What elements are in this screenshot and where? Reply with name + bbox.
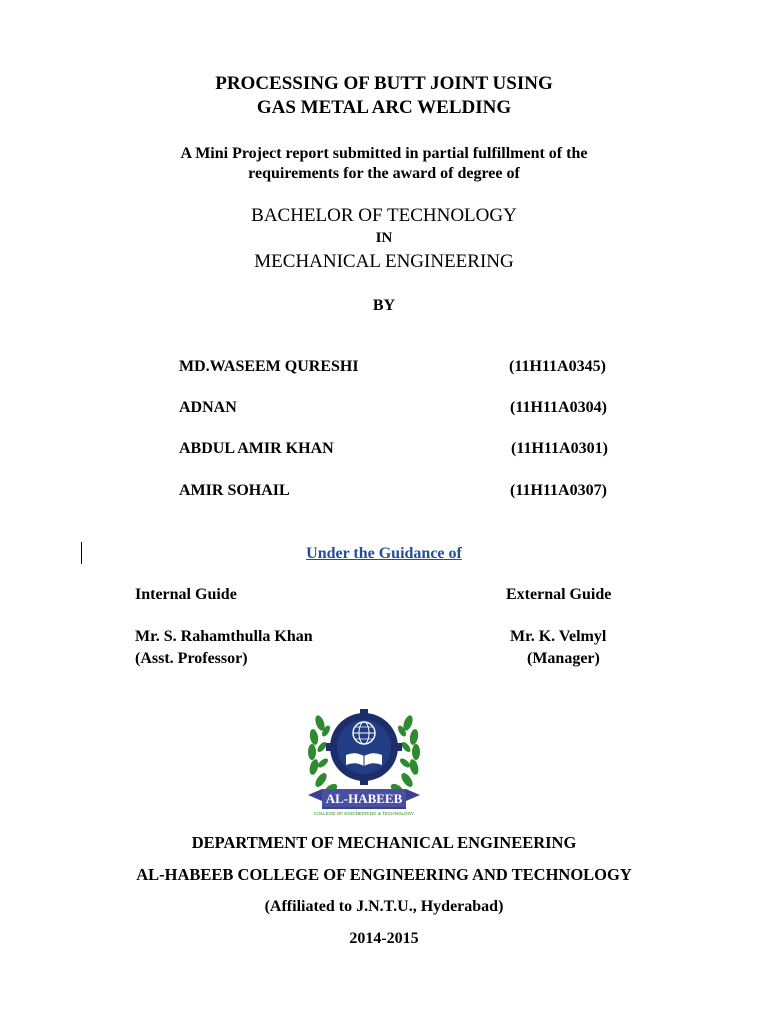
external-guide-name: Mr. K. Velmyl [510,628,607,645]
subtitle-line-2: requirements for the award of degree of [248,165,520,182]
guidance-heading: Under the Guidance of [306,545,462,562]
student-name: AMIR SOHAIL [179,482,290,499]
college-seal-icon [304,703,424,818]
affiliation: (Affiliated to J.N.T.U., Hyderabad) [264,898,504,915]
degree-in: IN [375,230,393,246]
internal-guide-label: Internal Guide [135,586,237,603]
student-name: MD.WASEEM QURESHI [179,358,359,375]
college-name: AL-HABEEB COLLEGE OF ENGINEERING AND TECHNOLOGY [136,865,632,884]
report-subtitle [0,144,768,184]
external-guide-designation: (Manager) [527,650,600,667]
degree-name: BACHELOR OF TECHNOLOGY [251,205,517,226]
title-line-1: PROCESSING OF BUTT JOINT USING [215,73,553,94]
college-logo [304,703,424,818]
student-roll: (11H11A0304) [510,399,607,416]
student-roll: (11H11A0301) [511,440,608,457]
department-name: DEPARTMENT OF MECHANICAL ENGINEERING [191,833,577,852]
branch-name: MECHANICAL ENGINEERING [254,251,514,272]
internal-guide-name: Mr. S. Rahamthulla Khan [135,628,313,645]
student-name: ADNAN [179,399,237,416]
student-roll: (11H11A0345) [509,358,606,375]
academic-year: 2014-2015 [349,930,419,947]
external-guide-label: External Guide [506,586,612,603]
report-title [0,72,768,120]
subtitle-line-1: A Mini Project report submitted in partial fulfillment of the [180,145,588,162]
logo-banner-text: AL-HABEEB [325,791,403,806]
by-label: BY [372,297,396,314]
student-roll: (11H11A0307) [510,482,607,499]
title-line-2: GAS METAL ARC WELDING [256,97,512,118]
student-name: ABDUL AMIR KHAN [179,440,334,457]
logo-tagline: COLLEGE OF ENGINEERING & TECHNOLOGY [313,811,415,816]
internal-guide-designation: (Asst. Professor) [135,650,248,667]
